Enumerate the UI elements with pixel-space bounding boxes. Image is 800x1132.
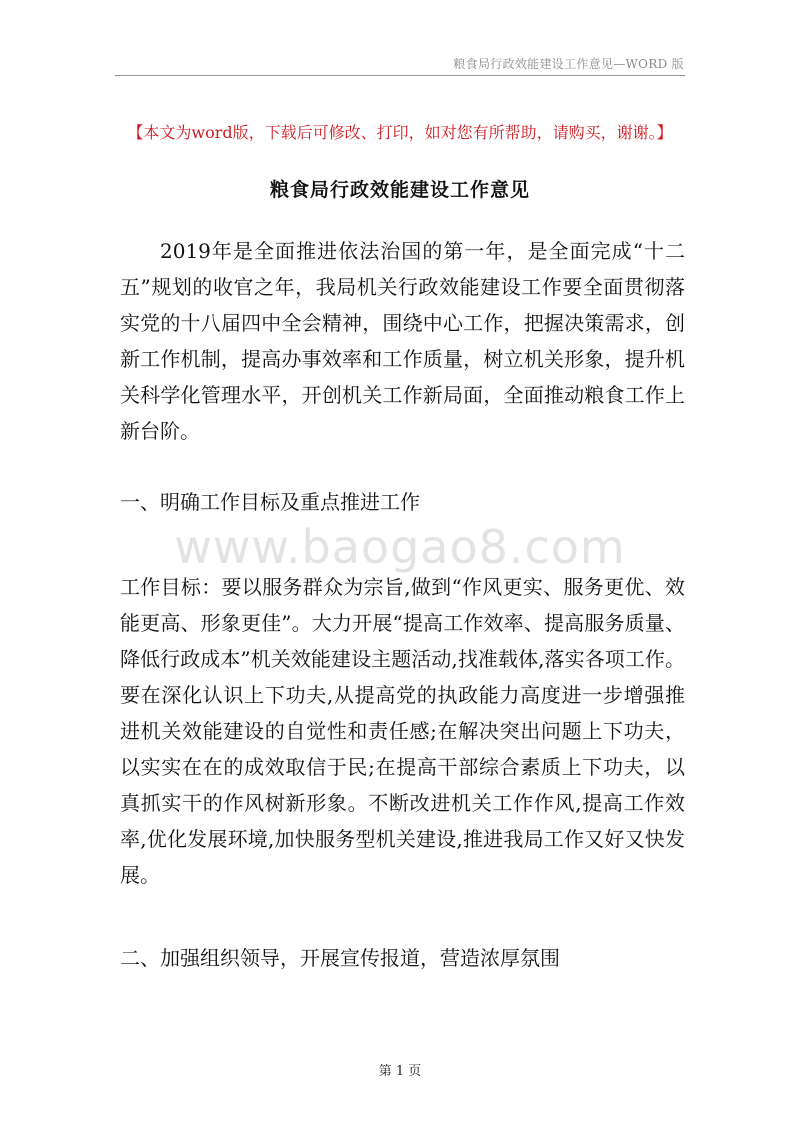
purchase-notice: 【本文为word版，下载后可修改、打印，如对您有所帮助，请购买，谢谢。】 — [127, 123, 673, 142]
page-number: 第 1 页 — [378, 1064, 422, 1079]
header-divider — [115, 75, 685, 76]
site-watermark: www.baogao8.com — [174, 520, 626, 574]
section-heading-1: 一、明确工作目标及重点推进工作 — [120, 490, 420, 514]
document-title: 粮食局行政效能建设工作意见 — [269, 179, 530, 201]
work-goal-paragraph: 工作目标：要以服务群众为宗旨,做到“作风更实、服务更优、效能更高、形象更佳”。大力开展“提高工作效率、提高服务质量、降低行政成本”机关效能建设主题活动,找准载体,落实各项工作。要在深化认识上下功夫,从提高党的执政能力高度进一步增强推进机关效能建设的自觉性和责任感;在解决突出问题上下功夫，以实实在在的成效取信于民;在提高干部综合素质上下功夫，以真抓实干的作风树新形象。不断改进机关工作作风,提高工作效率,优化发展环境,加快服务型机关建设,推进我局工作又好又快发展。 — [120, 575, 685, 887]
running-header-title: 粮食局行政效能建设工作意见—WORD 版 — [453, 57, 684, 71]
section-heading-2: 二、加强组织领导，开展宣传报道，营造浓厚氛围 — [120, 946, 560, 970]
intro-paragraph: 2019年是全面推进依法治国的第一年，是全面完成“十二五”规划的收官之年，我局机关行政效能建设工作要全面贯彻落实党的十八届四中全会精神，围绕中心工作，把握决策需求，创新工作机制，提高办事效率和工作质量，树立机关形象，提升机关科学化管理水平，开创机关工作新局面，全面推动粮食工作上新台阶。 — [120, 239, 685, 443]
